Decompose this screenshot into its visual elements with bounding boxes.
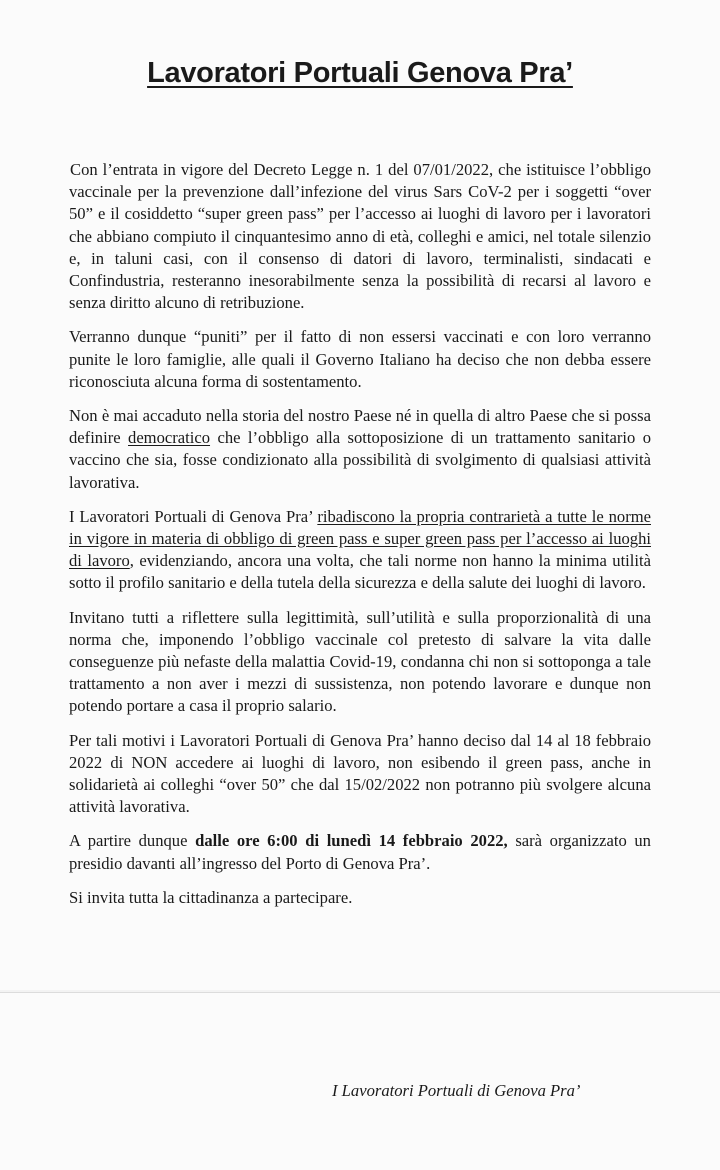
paragraph-opposition-underlined: ribadiscono la propria contrarietà a tutte le norme in vigore in materia di obbligo di green pass e super green pass per l’accesso ai luoghi di lavoro xyxy=(69,506,651,571)
paragraph-opposition-text-start: I Lavoratori Portuali di Genova Pra’ xyxy=(69,506,318,526)
paragraph-invitation-reflect: Invitano tutti a riflettere sulla legittimità, sull’utilità e sulla proporzionalità di una norma che, imponendo l’obbligo vaccinale col pretesto di salvare la vita dalle conseguenze più nefaste della malattia Covid-19, condanna chi non si sottoponga a tale trattamento a non aver i mezzi di sussistenza, non potendo lavorare e dunque non potendo portare a casa il proprio salario. xyxy=(69,607,651,716)
paragraph-call-to-citizens: Si invita tutta la cittadinanza a partecipare. xyxy=(69,887,353,907)
document-title-text: Lavoratori Portuali Genova Pra’ xyxy=(147,57,573,89)
paragraph-history-text-end: che l’obbligo alla sottoposizione di un trattamento sanitario o vaccino che sia, fosse condizionato alla possibilità di svolgimento di qualsiasi attività lavorativa. xyxy=(69,428,651,492)
paragraph-history-underlined: democratico xyxy=(128,428,211,448)
signature: I Lavoratori Portuali di Genova Pra’ xyxy=(332,1081,581,1100)
paragraph-presidio-text-start: A partire dunque xyxy=(69,831,196,851)
paragraph-decree: Con l’entrata in vigore del Decreto Legge n. 1 del 07/01/2022, che istituisce l’obbligo vaccinale per la prevenzione dall’infezione del virus Sars CoV-2 per i soggetti “over 50” e il cosiddetto “super green pass” per l’accesso ai luoghi di lavoro per i lavoratori che abbiano compiuto il cinquantesimo anno di età, colleghi e amici, nel totale silenzio e, in taluni casi, con il consenso di datori di lavoro, terminalisti, sindacati e Confindustria, resteranno inesorabilmente senza la possibilità di recarsi al lavoro e senza diritto alcuno di retribuzione. xyxy=(69,160,651,313)
paragraph-presidio-text-end: sarà organizzato un presidio davanti all’ingresso del Porto di Genova Pra’. xyxy=(69,831,651,873)
document-body xyxy=(69,159,651,921)
document-title xyxy=(0,57,720,90)
paragraph-history xyxy=(69,405,651,494)
paragraph-strike-decision: Per tali motivi i Lavoratori Portuali di Genova Pra’ hanno deciso dal 14 al 18 febbraio 2022 di NON accedere ai luoghi di lavoro, non esibendo il green pass, anche in solidarietà ai colleghi “over 50” che dal 15/02/2022 non potranno più svolgere alcuna attività lavorativa. xyxy=(69,730,651,817)
paragraph-presidio-date: dalle ore 6:00 di lunedì 14 febbraio 2022, xyxy=(195,831,508,851)
paragraph-history-text-start: Non è mai accaduto nella storia del nostro Paese né in quella di altro Paese che si possa definire xyxy=(69,406,651,448)
paragraph-presidio xyxy=(69,830,651,874)
paragraph-opposition-text-end: , evidenziando, ancora una volta, che tali norme non hanno la minima utilità sotto il profilo sanitario e della tutela della sicurezza e della salute dei luoghi di lavoro. xyxy=(69,551,651,593)
paragraph-opposition xyxy=(69,506,651,595)
paragraph-punished: Verranno dunque “puniti” per il fatto di non essersi vaccinati e con loro verranno punite le loro famiglie, alle quali il Governo Italiano ha deciso che non debba essere riconosciuta alcuna forma di sostentamento. xyxy=(69,327,651,391)
